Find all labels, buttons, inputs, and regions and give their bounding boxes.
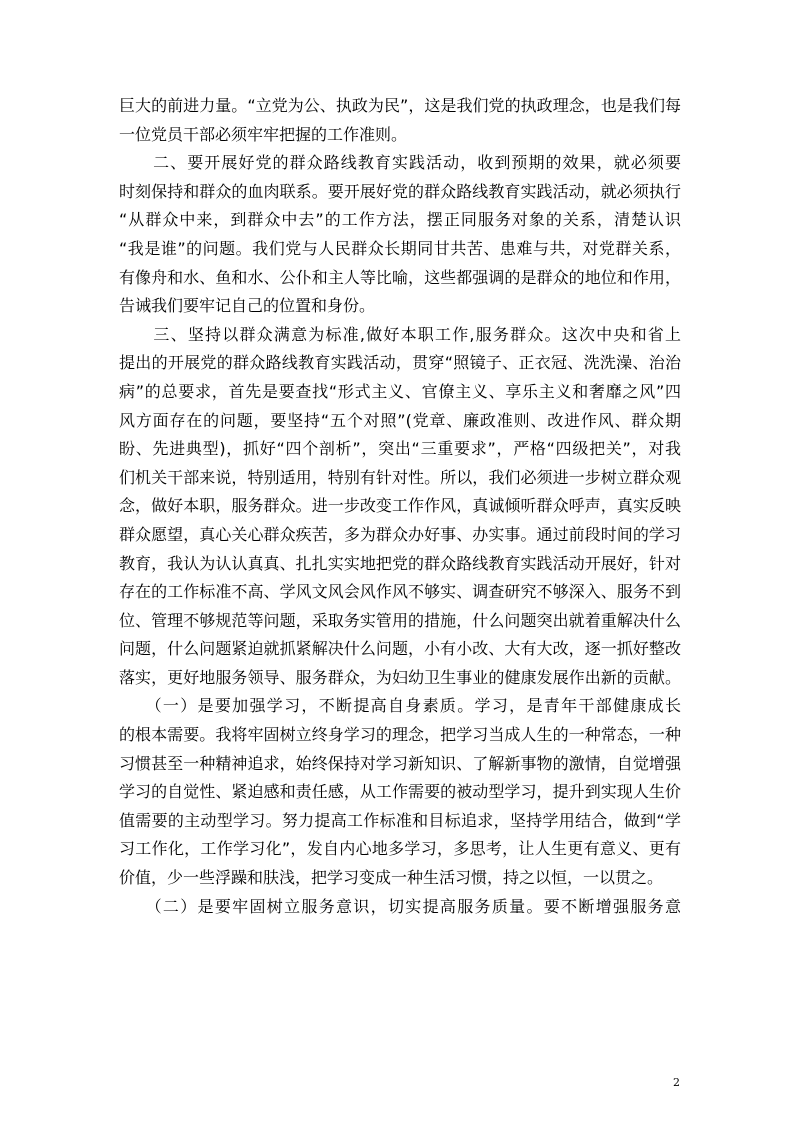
body-text: [119, 92, 681, 921]
text-line: 病”的总要求，首先是要查找“形式主义、官僚主义、享乐主义和奢靡之风”四: [119, 381, 681, 401]
text-line: （一）是要加强学习，不断提高自身素质。学习，是青年干部健康成长: [119, 696, 681, 716]
text-line: 二、要开展好党的群众路线教育实践活动，收到预期的效果，就必须要: [119, 153, 681, 173]
text-line: 巨大的前进力量。“立党为公、执政为民”，这是我们党的执政理念，也是我们每: [119, 96, 681, 115]
text-line: 盼、先进典型)，抓好“四个剖析”，突出“三重要求”，严格“四级把关”，对我: [119, 439, 681, 459]
text-line: 提出的开展党的群众路线教育实践活动，贯穿“照镜子、正衣冠、洗洗澡、治治: [119, 353, 681, 373]
page-number: 2: [673, 1076, 680, 1089]
text-line: 问题，什么问题紧迫就抓紧解决什么问题，小有小改、大有大改，逐一抓好整改: [119, 639, 681, 659]
text-line: 学习的自觉性、紧迫感和责任感，从工作需要的被动型学习，提升到实现人生价: [119, 782, 681, 802]
text-line: 们机关干部来说，特别适用，特别有针对性。所以，我们必须进一步树立群众观: [119, 467, 681, 487]
text-line: 告诫我们要牢记自己的位置和身份。: [119, 296, 376, 316]
text-line: 时刻保持和群众的血肉联系。要开展好党的群众路线教育实践活动，就必须执行: [119, 181, 681, 201]
text-line: 群众愿望，真心关心群众疾苦，多为群众办好事、办实事。通过前段时间的学习: [119, 524, 681, 544]
text-line: 价值，少一些浮躁和肤浅，把学习变成一种生活习惯，持之以恒，一以贯之。: [119, 868, 664, 888]
text-line: 值需要的主动型学习。努力提高工作标准和目标追求，坚持学用结合，做到“学: [119, 810, 681, 830]
text-line: 念，做好本职，服务群众。进一步改变工作作风，真诚倾听群众呼声，真实反映: [119, 496, 681, 516]
text-line: 落实，更好地服务领导、服务群众，为妇幼卫生事业的健康发展作出新的贡献。: [119, 667, 681, 687]
text-line: 三、坚持以群众满意为标准,做好本职工作,服务群众。这次中央和省上: [119, 324, 681, 344]
text-line: 习工作化，工作学习化”，发自内心地多学习，多思考，让人生更有意义、更有: [119, 839, 681, 859]
text-line: 的根本需要。我将牢固树立终身学习的理念，把学习当成人生的一种常态，一种: [119, 725, 681, 745]
text-line: 位、管理不够规范等问题，采取务实管用的措施，什么问题突出就着重解决什么: [119, 610, 681, 630]
text-line: 存在的工作标准不高、学风文风会风作风不够实、调查研究不够深入、服务不到: [119, 582, 681, 602]
text-line: 教育，我认为认认真真、扎扎实实地把党的群众路线教育实践活动开展好，针对: [119, 553, 681, 573]
text-line: “我是谁”的问题。我们党与人民群众长期同甘共苦、患难与共，对党群关系，: [119, 238, 681, 258]
text-line: 有像舟和水、鱼和水、公仆和主人等比喻，这些都强调的是群众的地位和作用，: [119, 267, 681, 287]
text-line: 习惯甚至一种精神追求，始终保持对学习新知识、了解新事物的激情，自觉增强: [119, 753, 681, 773]
text-line: 风方面存在的问题，要坚持“五个对照”(党章、廉政准则、改进作风、群众期: [119, 410, 681, 430]
text-line: 一位党员干部必须牢牢把握的工作准则。: [119, 124, 408, 144]
text-line: “从群众中来，到群众中去”的工作方法，摆正同服务对象的关系，清楚认识: [119, 210, 681, 230]
text-line: （二）是要牢固树立服务意识，切实提高服务质量。要不断增强服务意: [119, 896, 681, 916]
